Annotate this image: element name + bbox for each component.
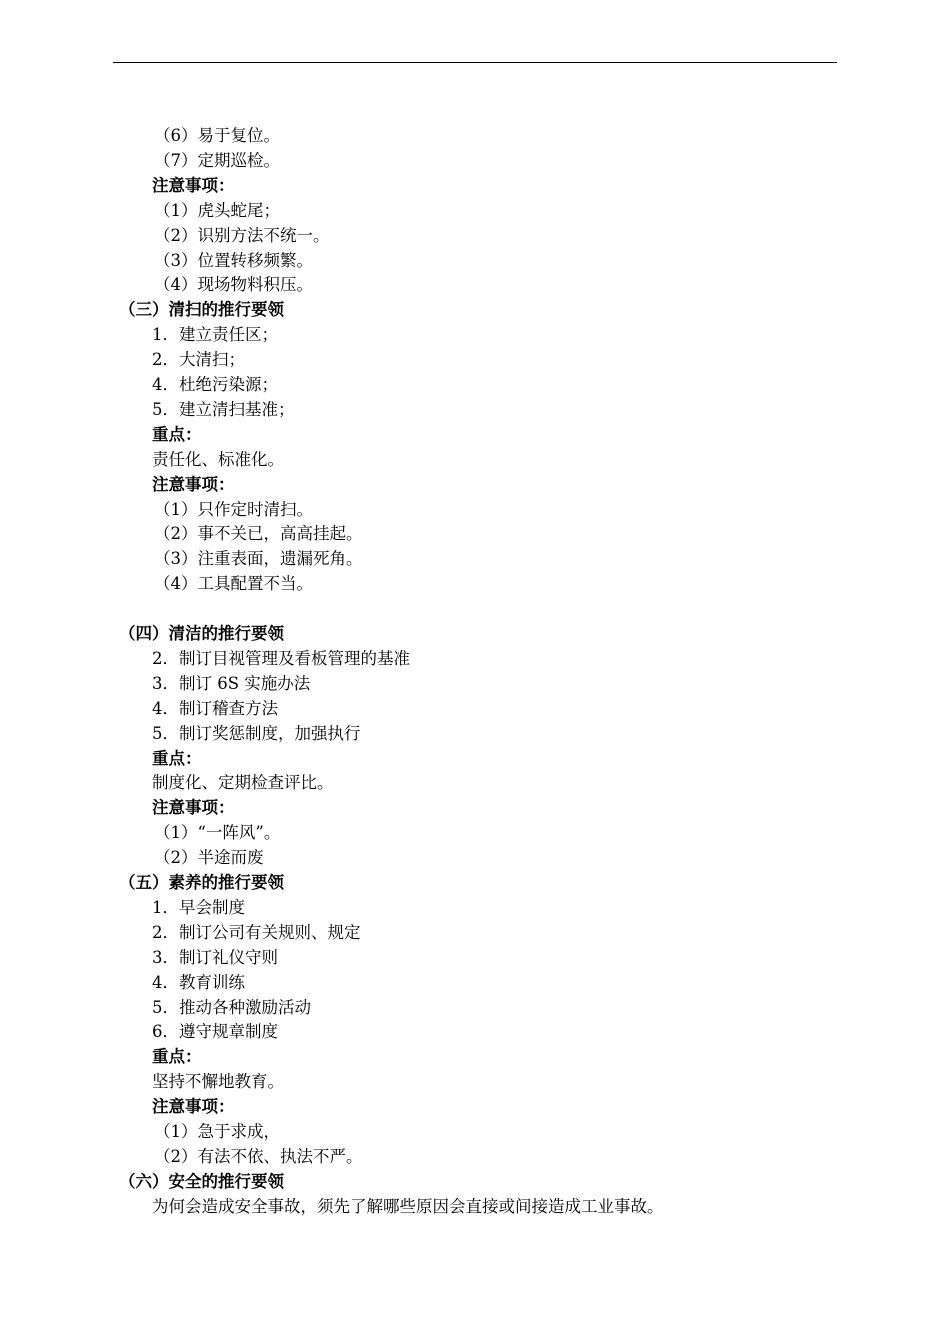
list-item: （3）注重表面，遗漏死角。 — [154, 549, 363, 569]
numbered-item: 1．早会制度 — [152, 897, 245, 917]
list-item: （2）识别方法不统一。 — [154, 225, 330, 245]
section-label: 注意事项： — [152, 175, 235, 195]
section-label: 重点： — [152, 424, 202, 444]
list-item: （3）位置转移频繁。 — [154, 250, 313, 270]
header-rule — [113, 62, 837, 63]
section-heading: （四）清洁的推行要领 — [119, 624, 284, 643]
numbered-item: 2．大清扫； — [152, 350, 245, 370]
numbered-item: 4．制订稽查方法 — [152, 698, 278, 718]
numbered-item: 3．制订 6S 实施办法 — [152, 673, 311, 693]
section-label: 重点： — [152, 1047, 202, 1067]
section-label: 重点： — [152, 748, 202, 768]
numbered-item: 6．遵守规章制度 — [152, 1022, 278, 1042]
numbered-item: 5．建立清扫基准； — [152, 399, 295, 419]
section-label: 注意事项： — [152, 474, 235, 494]
numbered-item: 1．建立责任区； — [152, 325, 278, 345]
list-item: （1）急于求成， — [154, 1122, 280, 1141]
list-item: （2）有法不依、执法不严。 — [154, 1146, 363, 1166]
paragraph-text: 为何会造成安全事故，须先了解哪些原因会直接或间接造成工业事故。 — [152, 1196, 664, 1216]
numbered-item: 3．制订礼仪守则 — [152, 947, 278, 967]
list-item: （2）事不关已，高高挂起。 — [154, 524, 363, 544]
section-heading: （三）清扫的推行要领 — [119, 300, 284, 320]
list-item: （4）现场物料积压。 — [154, 275, 313, 295]
list-item: （1）“一阵风”。 — [154, 823, 281, 843]
list-item: （1）虎头蛇尾； — [154, 200, 280, 220]
list-item: （2）半途而废 — [154, 848, 264, 868]
numbered-item: 5．制订奖惩制度，加强执行 — [152, 723, 361, 743]
list-item: （4）工具配置不当。 — [154, 574, 313, 594]
paragraph-text: 责任化、标准化。 — [152, 449, 284, 469]
section-heading: （五）素养的推行要领 — [119, 873, 284, 892]
section-label: 注意事项： — [152, 798, 235, 818]
list-item: （1）只作定时清扫。 — [154, 499, 313, 519]
section-heading: （六）安全的推行要领 — [119, 1171, 284, 1191]
paragraph-text: 制度化、定期检查评比。 — [152, 773, 334, 793]
numbered-item: 2．制订公司有关规则、规定 — [152, 922, 361, 942]
list-item: （6）易于复位。 — [154, 126, 280, 145]
numbered-item: 2．制订目视管理及看板管理的基准 — [152, 648, 410, 668]
section-label: 注意事项： — [152, 1097, 235, 1117]
paragraph-text: 坚持不懈地教育。 — [152, 1072, 284, 1092]
numbered-item: 4．教育训练 — [152, 972, 245, 992]
list-item: （7）定期巡检。 — [154, 150, 280, 170]
numbered-item: 4．杜绝污染源； — [152, 375, 278, 394]
numbered-item: 5．推动各种激励活动 — [152, 997, 311, 1017]
